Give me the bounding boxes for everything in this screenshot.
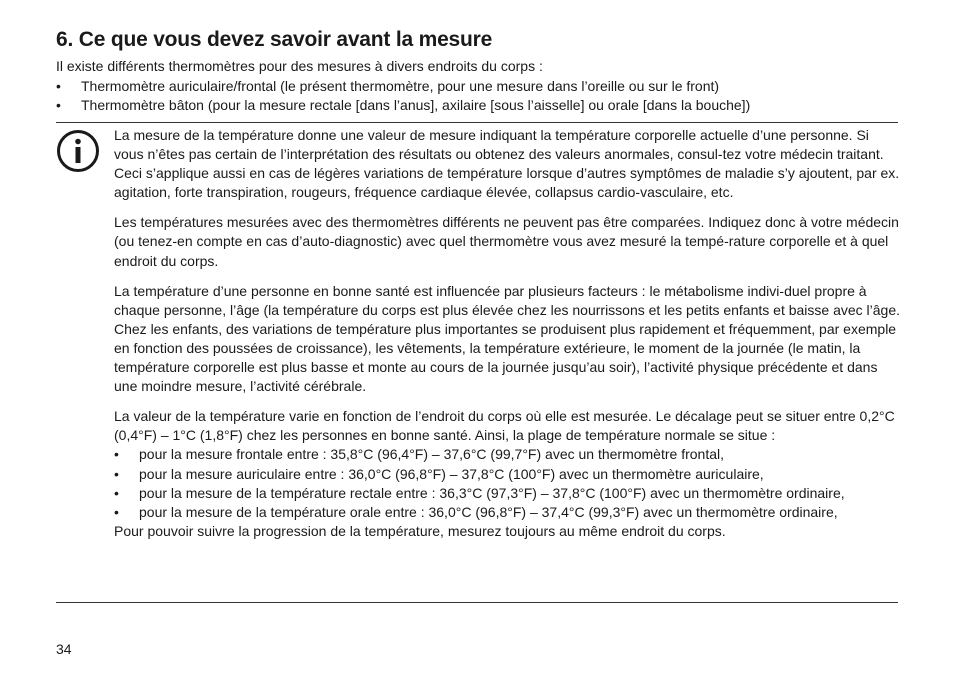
list-item-text: pour la mesure de la température orale entre : 36,0°C (96,8°F) – 37,4°C (99,3°F) avec un thermomètre ordinaire, xyxy=(139,503,838,520)
info-icon xyxy=(56,129,100,173)
info-note xyxy=(114,126,900,541)
bottom-divider xyxy=(56,602,898,603)
bullet: • xyxy=(114,503,119,520)
note-paragraph: La température d’une personne en bonne santé est influencée par plusieurs facteurs : le métabolisme indivi-duel propre à chaque personne, l’âge (la température du corps est plus élevée chez les nourrissons et les petits enfants et baisse avec l’âge. Chez les enfants, des variations de température plus importantes se produisent plus rapidement et fréquemment, par exemple en fonction des poussées de croissance), les vêtements, la température extérieure, le moment de la journée (le matin, la température corporelle est plus basse et monte au cours de la journée jusqu’au soir), l’activité physique précédente et dans une moindre mesure, l’activité cérébrale. xyxy=(114,282,901,395)
list-item xyxy=(56,77,916,96)
top-divider xyxy=(56,122,898,123)
note-paragraph: La valeur de la température varie en fonction de l’endroit du corps où elle est mesurée. Le décalage peut se situer entre 0,2°C (0,4°F) – 1°C (1,8°F) chez les personnes en bonne santé. Ainsi, la plage de température normale se situe : xyxy=(114,408,895,444)
list-item-text: pour la mesure auriculaire entre : 36,0°C (96,8°F) – 37,8°C (100°F) avec un thermomètre auriculaire, xyxy=(139,465,764,482)
list-item xyxy=(114,503,900,522)
page-number: 34 xyxy=(56,641,72,657)
bullet: • xyxy=(56,97,61,113)
intro-text: Il existe différents thermomètres pour des mesures à divers endroits du corps : xyxy=(56,58,543,74)
bullet: • xyxy=(114,484,119,501)
list-item xyxy=(114,484,900,503)
list-item-text: pour la mesure frontale entre : 35,8°C (96,4°F) – 37,6°C (99,7°F) avec un thermomètre frontal, xyxy=(139,446,724,463)
note-paragraph: La mesure de la température donne une valeur de mesure indiquant la température corporelle actuelle d’une personne. Si vous n’êtes pas certain de l’interprétation des résultats ou obtenez des valeurs anormales, consul-tez votre médecin traitant. Ceci s’applique aussi en cas de légères variations de température lorsque d’autres symptômes de maladie s’y ajoutent, par ex. agitation, forte transpiration, rougeurs, fréquence cardiaque élevée, collapsus cardio-vasculaire, etc. xyxy=(114,127,900,201)
note-paragraph: Les températures mesurées avec des thermomètres différents ne peuvent pas être comparées. Indiquez donc à votre médecin (ou tenez-en compte en cas d’auto-diagnostic) avec quel thermomètre vous avez mesuré la tempé-rature corporelle et à quel endroit du corps. xyxy=(114,214,899,269)
temperature-ranges-list xyxy=(114,445,900,521)
bullet: • xyxy=(56,78,61,94)
closing-text: Pour pouvoir suivre la progression de la température, mesurez toujours au même endroit du corps. xyxy=(114,522,726,539)
list-item-text: Thermomètre bâton (pour la mesure rectale [dans l’anus], axilaire [sous l’aisselle] ou orale [dans la bouche]) xyxy=(81,97,751,113)
section-title: 6. Ce que vous devez savoir avant la mesure xyxy=(56,28,493,51)
list-item xyxy=(56,96,916,115)
bullet: • xyxy=(114,465,119,482)
list-item-text: pour la mesure de la température rectale entre : 36,3°C (97,3°F) – 37,8°C (100°F) avec un thermomètre ordinaire, xyxy=(139,484,845,501)
list-item xyxy=(114,445,900,464)
thermometer-types-list xyxy=(56,77,916,115)
bullet: • xyxy=(114,446,119,463)
list-item-text: Thermomètre auriculaire/frontal (le présent thermomètre, pour une mesure dans l’oreille ou sur le front) xyxy=(81,78,720,94)
list-item xyxy=(114,465,900,484)
